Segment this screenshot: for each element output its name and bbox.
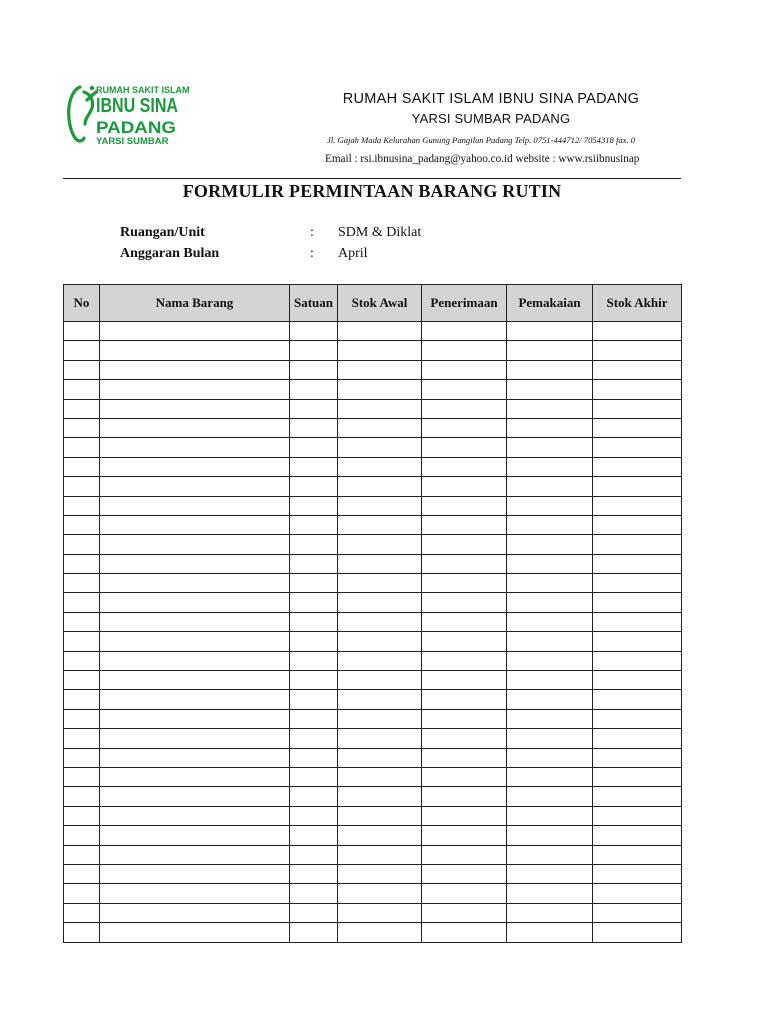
table-cell[interactable]	[422, 690, 507, 709]
table-row	[64, 399, 682, 418]
table-cell[interactable]	[64, 418, 100, 437]
table-cell[interactable]	[422, 593, 507, 612]
table-cell[interactable]	[422, 535, 507, 554]
table-cell[interactable]	[593, 438, 682, 457]
logo-text-line1: RUMAH SAKIT ISLAM	[96, 85, 190, 95]
table-cell[interactable]	[64, 554, 100, 573]
table-cell[interactable]	[507, 322, 593, 341]
table-row	[64, 457, 682, 476]
table-cell[interactable]	[64, 515, 100, 534]
table-cell[interactable]	[338, 806, 422, 825]
table-cell[interactable]	[290, 709, 338, 728]
table-cell[interactable]	[290, 806, 338, 825]
table-cell[interactable]	[290, 612, 338, 631]
table-cell[interactable]	[64, 399, 100, 418]
table-row	[64, 477, 682, 496]
table-cell[interactable]	[422, 709, 507, 728]
table-cell[interactable]	[100, 612, 290, 631]
table-cell[interactable]	[507, 709, 593, 728]
table-cell[interactable]	[338, 418, 422, 437]
table-cell[interactable]	[593, 515, 682, 534]
letterhead-divider	[63, 178, 681, 179]
table-cell[interactable]	[338, 729, 422, 748]
table-cell[interactable]	[338, 399, 422, 418]
table-cell[interactable]	[422, 496, 507, 515]
table-cell[interactable]	[422, 923, 507, 942]
table-cell[interactable]	[290, 418, 338, 437]
table-cell[interactable]	[422, 671, 507, 690]
table-cell[interactable]	[290, 671, 338, 690]
table-cell[interactable]	[100, 457, 290, 476]
table-row	[64, 554, 682, 573]
field-value: SDM & Diklat	[338, 225, 422, 240]
table-cell[interactable]	[422, 884, 507, 903]
table-cell[interactable]	[422, 612, 507, 631]
table-cell[interactable]	[507, 399, 593, 418]
table-cell[interactable]	[507, 806, 593, 825]
table-row	[64, 748, 682, 767]
table-cell[interactable]	[290, 574, 338, 593]
table-cell[interactable]	[64, 322, 100, 341]
table-cell[interactable]	[507, 418, 593, 437]
hospital-name: RUMAH SAKIT ISLAM IBNU SINA PADANG	[342, 91, 640, 107]
table-cell[interactable]	[593, 457, 682, 476]
table-cell[interactable]	[290, 923, 338, 942]
table-cell[interactable]	[290, 767, 338, 786]
table-cell[interactable]	[290, 884, 338, 903]
table-cell[interactable]	[100, 554, 290, 573]
table-cell[interactable]	[593, 923, 682, 942]
table-cell[interactable]	[507, 651, 593, 670]
table-cell[interactable]	[290, 748, 338, 767]
table-cell[interactable]	[507, 438, 593, 457]
table-row	[64, 593, 682, 612]
table-cell[interactable]	[64, 380, 100, 399]
table-cell[interactable]	[507, 496, 593, 515]
table-cell[interactable]	[507, 341, 593, 360]
items-table	[63, 284, 682, 943]
table-row	[64, 690, 682, 709]
table-cell[interactable]	[64, 535, 100, 554]
table-cell[interactable]	[100, 574, 290, 593]
table-cell[interactable]	[100, 593, 290, 612]
table-cell[interactable]	[290, 380, 338, 399]
table-cell[interactable]	[290, 438, 338, 457]
hospital-subtitle: YARSI SUMBAR PADANG	[411, 111, 571, 126]
hospital-logo	[63, 80, 190, 147]
table-cell[interactable]	[64, 806, 100, 825]
table-cell[interactable]	[593, 787, 682, 806]
table-cell[interactable]	[64, 477, 100, 496]
column-header-unit: Satuan	[290, 285, 338, 322]
table-cell[interactable]	[422, 457, 507, 476]
table-cell[interactable]	[422, 651, 507, 670]
table-cell[interactable]	[64, 457, 100, 476]
table-cell[interactable]	[64, 651, 100, 670]
table-cell[interactable]	[100, 477, 290, 496]
column-header-closing-stock: Stok Akhir	[593, 285, 682, 322]
table-cell[interactable]	[593, 845, 682, 864]
table-cell[interactable]	[593, 826, 682, 845]
table-cell[interactable]	[64, 729, 100, 748]
table-cell[interactable]	[100, 360, 290, 379]
table-cell[interactable]	[507, 671, 593, 690]
table-cell[interactable]	[593, 593, 682, 612]
table-cell[interactable]	[422, 380, 507, 399]
table-cell[interactable]	[422, 515, 507, 534]
table-cell[interactable]	[507, 864, 593, 883]
table-cell[interactable]	[422, 845, 507, 864]
table-row	[64, 923, 682, 942]
table-cell[interactable]	[507, 787, 593, 806]
table-row	[64, 632, 682, 651]
table-cell[interactable]	[593, 884, 682, 903]
table-cell[interactable]	[422, 477, 507, 496]
table-cell[interactable]	[290, 496, 338, 515]
table-cell[interactable]	[422, 574, 507, 593]
table-cell[interactable]	[422, 360, 507, 379]
table-cell[interactable]	[507, 380, 593, 399]
table-cell[interactable]	[422, 438, 507, 457]
table-cell[interactable]	[64, 709, 100, 728]
table-cell[interactable]	[507, 748, 593, 767]
table-cell[interactable]	[422, 826, 507, 845]
table-cell[interactable]	[100, 806, 290, 825]
table-cell[interactable]	[64, 903, 100, 922]
table-cell[interactable]	[507, 884, 593, 903]
table-cell[interactable]	[100, 884, 290, 903]
table-row	[64, 864, 682, 883]
table-cell[interactable]	[100, 399, 290, 418]
table-cell[interactable]	[290, 535, 338, 554]
table-cell[interactable]	[507, 477, 593, 496]
table-cell[interactable]	[100, 767, 290, 786]
table-cell[interactable]	[593, 399, 682, 418]
table-cell[interactable]	[593, 554, 682, 573]
table-cell[interactable]	[507, 729, 593, 748]
table-cell[interactable]	[338, 574, 422, 593]
table-cell[interactable]	[100, 535, 290, 554]
table-row	[64, 729, 682, 748]
table-row	[64, 574, 682, 593]
table-cell[interactable]	[100, 787, 290, 806]
table-row	[64, 496, 682, 515]
table-cell[interactable]	[507, 903, 593, 922]
column-header-no: No	[64, 285, 100, 322]
table-cell[interactable]	[290, 477, 338, 496]
table-cell[interactable]	[338, 826, 422, 845]
table-cell[interactable]	[64, 845, 100, 864]
table-cell[interactable]	[290, 341, 338, 360]
table-cell[interactable]	[100, 748, 290, 767]
hospital-contact: Email : rsi.ibnusina_padang@yahoo.co.id website : www.rsiibnusinap	[325, 153, 640, 165]
table-row	[64, 515, 682, 534]
table-cell[interactable]	[422, 554, 507, 573]
table-cell[interactable]	[507, 826, 593, 845]
table-row	[64, 360, 682, 379]
table-cell[interactable]	[338, 515, 422, 534]
table-cell[interactable]	[338, 438, 422, 457]
table-cell[interactable]	[290, 903, 338, 922]
table-cell[interactable]	[64, 748, 100, 767]
table-cell[interactable]	[290, 690, 338, 709]
table-cell[interactable]	[507, 632, 593, 651]
table-cell[interactable]	[338, 535, 422, 554]
table-cell[interactable]	[64, 438, 100, 457]
table-cell[interactable]	[593, 612, 682, 631]
table-cell[interactable]	[338, 554, 422, 573]
table-cell[interactable]	[338, 767, 422, 786]
field-separator: :	[310, 225, 314, 240]
table-cell[interactable]	[290, 322, 338, 341]
table-cell[interactable]	[422, 322, 507, 341]
table-cell[interactable]	[422, 903, 507, 922]
table-cell[interactable]	[100, 418, 290, 437]
table-cell[interactable]	[593, 806, 682, 825]
table-cell[interactable]	[338, 457, 422, 476]
table-cell[interactable]	[338, 845, 422, 864]
table-cell[interactable]	[593, 671, 682, 690]
column-header-item-name: Nama Barang	[100, 285, 290, 322]
table-cell[interactable]	[100, 651, 290, 670]
table-cell[interactable]	[593, 748, 682, 767]
field-label: Anggaran Bulan	[120, 246, 220, 261]
logo-text-line4: YARSI SUMBAR	[96, 136, 169, 147]
table-cell[interactable]	[593, 574, 682, 593]
table-cell[interactable]	[593, 418, 682, 437]
table-cell[interactable]	[338, 360, 422, 379]
table-cell[interactable]	[507, 515, 593, 534]
table-cell[interactable]	[100, 729, 290, 748]
table-cell[interactable]	[593, 380, 682, 399]
table-cell[interactable]	[422, 341, 507, 360]
table-cell[interactable]	[507, 845, 593, 864]
table-cell[interactable]	[422, 864, 507, 883]
logo-text-line3: PADANG	[96, 118, 176, 137]
table-row	[64, 767, 682, 786]
table-cell[interactable]	[338, 671, 422, 690]
table-cell[interactable]	[338, 787, 422, 806]
table-cell[interactable]	[100, 380, 290, 399]
column-header-opening-stock: Stok Awal	[338, 285, 422, 322]
table-cell[interactable]	[100, 671, 290, 690]
table-cell[interactable]	[100, 923, 290, 942]
table-cell[interactable]	[338, 884, 422, 903]
table-cell[interactable]	[100, 496, 290, 515]
table-cell[interactable]	[338, 380, 422, 399]
table-cell[interactable]	[64, 593, 100, 612]
logo-text-line2: IBNU SINA	[96, 95, 178, 117]
table-cell[interactable]	[593, 690, 682, 709]
form-title: FORMULIR PERMINTAAN BARANG RUTIN	[182, 181, 562, 201]
table-cell[interactable]	[100, 632, 290, 651]
table-cell[interactable]	[338, 690, 422, 709]
table-cell[interactable]	[422, 632, 507, 651]
table-cell[interactable]	[422, 806, 507, 825]
table-cell[interactable]	[593, 632, 682, 651]
table-header-row	[64, 285, 682, 322]
table-cell[interactable]	[507, 612, 593, 631]
table-cell[interactable]	[338, 864, 422, 883]
table-row	[64, 322, 682, 341]
table-cell[interactable]	[64, 864, 100, 883]
table-cell[interactable]	[593, 360, 682, 379]
table-row	[64, 806, 682, 825]
table-cell[interactable]	[64, 360, 100, 379]
table-row	[64, 845, 682, 864]
table-cell[interactable]	[64, 826, 100, 845]
table-cell[interactable]	[507, 593, 593, 612]
table-cell[interactable]	[338, 593, 422, 612]
table-cell[interactable]	[593, 341, 682, 360]
table-cell[interactable]	[338, 903, 422, 922]
table-cell[interactable]	[422, 418, 507, 437]
table-cell[interactable]	[290, 515, 338, 534]
table-cell[interactable]	[593, 864, 682, 883]
table-cell[interactable]	[290, 632, 338, 651]
table-cell[interactable]	[100, 709, 290, 728]
table-cell[interactable]	[64, 787, 100, 806]
table-row	[64, 671, 682, 690]
column-header-received: Penerimaan	[422, 285, 507, 322]
table-cell[interactable]	[100, 515, 290, 534]
table-cell[interactable]	[64, 612, 100, 631]
table-cell[interactable]	[338, 612, 422, 631]
table-cell[interactable]	[338, 651, 422, 670]
hospital-address: Jl. Gajah Mada Kelurahan Gunung Pangilun Padang Telp. 0751-444712/ 7054318 fax. 0	[327, 135, 636, 145]
table-cell[interactable]	[338, 496, 422, 515]
table-cell[interactable]	[507, 690, 593, 709]
table-cell[interactable]	[422, 729, 507, 748]
table-cell[interactable]	[593, 322, 682, 341]
table-cell[interactable]	[64, 496, 100, 515]
table-cell[interactable]	[64, 767, 100, 786]
table-cell[interactable]	[593, 729, 682, 748]
table-cell[interactable]	[593, 477, 682, 496]
table-cell[interactable]	[100, 845, 290, 864]
table-cell[interactable]	[422, 787, 507, 806]
table-cell[interactable]	[290, 651, 338, 670]
column-header-used: Pemakaian	[507, 285, 593, 322]
table-cell[interactable]	[338, 748, 422, 767]
field-label: Ruangan/Unit	[120, 225, 205, 240]
table-row	[64, 709, 682, 728]
table-cell[interactable]	[64, 632, 100, 651]
table-cell[interactable]	[64, 884, 100, 903]
table-row	[64, 418, 682, 437]
table-cell[interactable]	[100, 322, 290, 341]
table-cell[interactable]	[64, 690, 100, 709]
table-row	[64, 535, 682, 554]
table-cell[interactable]	[507, 535, 593, 554]
table-cell[interactable]	[507, 923, 593, 942]
table-cell[interactable]	[100, 438, 290, 457]
table-cell[interactable]	[507, 360, 593, 379]
table-cell[interactable]	[290, 845, 338, 864]
table-cell[interactable]	[64, 341, 100, 360]
table-row	[64, 787, 682, 806]
table-cell[interactable]	[338, 923, 422, 942]
table-row	[64, 651, 682, 670]
table-cell[interactable]	[290, 399, 338, 418]
table-cell[interactable]	[422, 399, 507, 418]
table-cell[interactable]	[338, 341, 422, 360]
field-value: April	[338, 246, 368, 261]
table-cell[interactable]	[290, 593, 338, 612]
table-cell[interactable]	[507, 574, 593, 593]
table-row	[64, 380, 682, 399]
table-row	[64, 903, 682, 922]
table-cell[interactable]	[290, 729, 338, 748]
table-cell[interactable]	[593, 903, 682, 922]
table-cell[interactable]	[422, 767, 507, 786]
table-cell[interactable]	[593, 651, 682, 670]
table-cell[interactable]	[64, 923, 100, 942]
table-cell[interactable]	[422, 748, 507, 767]
table-cell[interactable]	[290, 360, 338, 379]
table-cell[interactable]	[64, 574, 100, 593]
table-cell[interactable]	[593, 709, 682, 728]
table-cell[interactable]	[290, 787, 338, 806]
table-cell[interactable]	[593, 535, 682, 554]
table-cell[interactable]	[64, 671, 100, 690]
table-cell[interactable]	[507, 767, 593, 786]
table-cell[interactable]	[290, 864, 338, 883]
table-cell[interactable]	[507, 554, 593, 573]
table-cell[interactable]	[507, 457, 593, 476]
table-cell[interactable]	[338, 322, 422, 341]
table-cell[interactable]	[593, 496, 682, 515]
table-cell[interactable]	[338, 709, 422, 728]
table-cell[interactable]	[593, 767, 682, 786]
table-cell[interactable]	[100, 903, 290, 922]
table-cell[interactable]	[290, 457, 338, 476]
table-cell[interactable]	[290, 826, 338, 845]
table-cell[interactable]	[338, 632, 422, 651]
table-body	[64, 322, 682, 943]
table-cell[interactable]	[100, 341, 290, 360]
field-separator: :	[310, 246, 314, 261]
table-row	[64, 341, 682, 360]
table-row	[64, 884, 682, 903]
table-cell[interactable]	[290, 554, 338, 573]
table-cell[interactable]	[338, 477, 422, 496]
table-row	[64, 438, 682, 457]
table-row	[64, 826, 682, 845]
table-cell[interactable]	[100, 690, 290, 709]
table-cell[interactable]	[100, 826, 290, 845]
table-row	[64, 612, 682, 631]
table-cell[interactable]	[100, 864, 290, 883]
